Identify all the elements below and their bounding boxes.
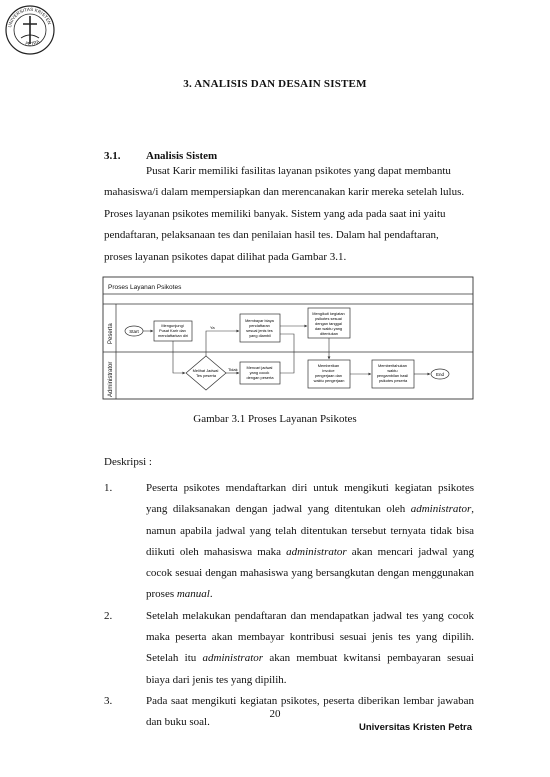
footer-university: Universitas Kristen Petra (359, 722, 472, 733)
list-item-number: 3. (104, 694, 113, 707)
section-title: Analisis Sistem (146, 150, 218, 162)
label-ya: Ya (210, 325, 215, 330)
page-number: 20 (269, 708, 281, 720)
intro-paragraph (104, 161, 474, 268)
lane-peserta-label: Peserta (108, 323, 114, 344)
list-item-text: Setelah melakukan pendaftaran dan mendapatkan jadwal tes yang cocok maka peserta akan membayar kontribusi sesuai jenis tes yang dipilih. Setelah itu administrator akan membuat kwitansi pembayaran sesuai biaya dari jenis tes yang dipilih. (146, 609, 474, 686)
diagram-title: Proses Layanan Psikotes (108, 284, 182, 291)
decision-text: Melihat Jadwal Tes peserta (192, 368, 219, 378)
deskripsi-label: Deskripsi : (104, 456, 152, 468)
process-diagram (102, 276, 474, 400)
start-label: Start (129, 329, 139, 334)
description-list (104, 478, 474, 734)
list-item-text: Peserta psikotes mendaftarkan diri untuk mengikuti kegiatan psikotes yang dilaksanakan dengan jadwal yang ditentukan oleh administrator, namun apabila jadwal yang telah ditentukan tersebut ternyata tidak bisa diikuti oleh mahasiswa maka administrator akan mencari jadwal yang cocok sesuai dengan mahasiswa yang bersangkutan dengan menggunakan proses manual. (146, 482, 474, 601)
process-box-beri-text: Memberikan invoice pengerjaan dan waktu pengerjaan (313, 363, 345, 383)
chapter-title: 3. ANALISIS DAN DESAIN SISTEM (183, 78, 367, 90)
list-item-text: Pada saat mengikuti kegiatan psikotes, peserta diberikan lembar jawaban dan buku soal. (146, 694, 474, 729)
label-tidak: Tidak (228, 367, 238, 372)
svg-text:UNIVERSITAS KRISTEN: UNIVERSITAS KRISTEN (7, 6, 53, 28)
list-item-number: 1. (104, 482, 113, 494)
process-box-kabar-text: Memberitahukan waktu pengambilan hasil psikotes peserta (376, 363, 409, 383)
process-box-daftar-text: Mengunjungi Pusat Karir dan mendaftarkan diri (157, 323, 189, 338)
process-box-ikut-text: Mengikuti kegiatan psikotes sesuai dengan tanggal dan waktu yang ditentukan (312, 311, 345, 336)
list-item (104, 478, 474, 606)
intro-line: mahasiswa/i dalam mempersiapkan dan merencanakan karir mereka setelah lulus. (104, 186, 465, 199)
lane-admin-label: Administrator (108, 361, 114, 397)
intro-line: pendaftaran, pelaksanaan tes dan penilaian hasil tes. Dalam hal pendaftaran, (104, 229, 439, 242)
process-box-bayar-text: Membayar biaya pendaftaran sesuai jenis tes yang diambil (245, 318, 274, 338)
process-box-cari-text: Mencari jadwal yang cocok dengan peserta (246, 365, 274, 380)
intro-line: proses layanan psikotes dapat dilihat pada Gambar 3.1. (104, 250, 347, 263)
intro-line: Proses layanan psikotes memiliki banyak. Sistem yang ada pada saat ini yaitu (104, 207, 446, 220)
end-label: End (435, 372, 445, 377)
list-item-number: 2. (104, 609, 113, 622)
list-item (104, 606, 474, 691)
svg-text:PETRA: PETRA (24, 38, 41, 47)
intro-line: Pusat Karir memiliki fasilitas layanan psikotes yang dapat membantu (146, 165, 451, 177)
section-number: 3.1. (104, 150, 121, 162)
university-seal-logo (4, 4, 56, 56)
figure-caption: Gambar 3.1 Proses Layanan Psikotes (193, 413, 357, 425)
